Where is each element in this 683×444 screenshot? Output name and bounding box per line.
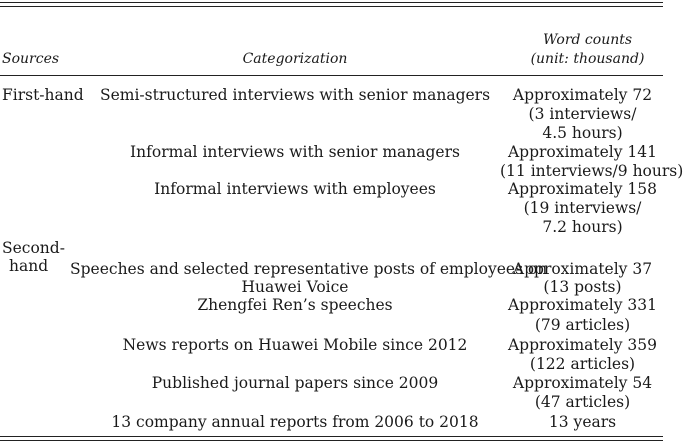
count-text: (122 articles) [529, 355, 636, 373]
category-text: News reports on Huawei Mobile since 2012 [122, 336, 468, 354]
top-rule-outer [0, 2, 663, 3]
category-text: Informal interviews with employees [154, 180, 436, 198]
count-text: Approximately 331 [507, 296, 658, 314]
count-text: (3 interviews/ [528, 105, 637, 123]
header-sources: Sources [2, 51, 60, 67]
header-categorization: Categorization [242, 51, 348, 67]
header-word-counts: Word counts [542, 32, 633, 48]
category-text: Semi-structured interviews with senior managers [99, 86, 491, 104]
source-label: hand [9, 257, 49, 275]
top-rule-inner [0, 6, 663, 7]
header-rule [0, 75, 663, 76]
bottom-rule-outer [0, 440, 663, 441]
source-label: Second- [2, 239, 65, 257]
category-text: Huawei Voice [241, 278, 349, 296]
count-text: Approximately 141 [507, 143, 658, 161]
category-text: Zhengfei Ren’s speeches [197, 296, 393, 314]
count-text: (79 articles) [534, 316, 631, 334]
count-text: (13 posts) [543, 278, 622, 296]
bottom-rule-inner [0, 436, 663, 437]
category-text: Published journal papers since 2009 [151, 374, 439, 392]
header-word-counts-unit: (unit: thousand) [530, 51, 645, 67]
count-text: Approximately 359 [507, 336, 658, 354]
category-text: Informal interviews with senior managers [130, 143, 460, 161]
count-text: Approximately 37 [512, 260, 653, 278]
count-text: 4.5 hours) [542, 124, 623, 142]
count-text: (11 interviews/9 hours) [500, 162, 683, 180]
count-text: Approximately 54 [512, 374, 653, 392]
count-text: Approximately 72 [512, 86, 653, 104]
count-text: 7.2 hours) [542, 218, 623, 236]
count-text: (19 interviews/ [523, 199, 642, 217]
category-text: Speeches and selected representative posts of employees on [70, 260, 548, 278]
category-text: 13 company annual reports from 2006 to 2018 [111, 413, 479, 431]
count-text: 13 years [548, 413, 617, 431]
count-text: Approximately 158 [507, 180, 658, 198]
count-text: (47 articles) [534, 393, 631, 411]
source-label: First-hand [2, 86, 84, 104]
